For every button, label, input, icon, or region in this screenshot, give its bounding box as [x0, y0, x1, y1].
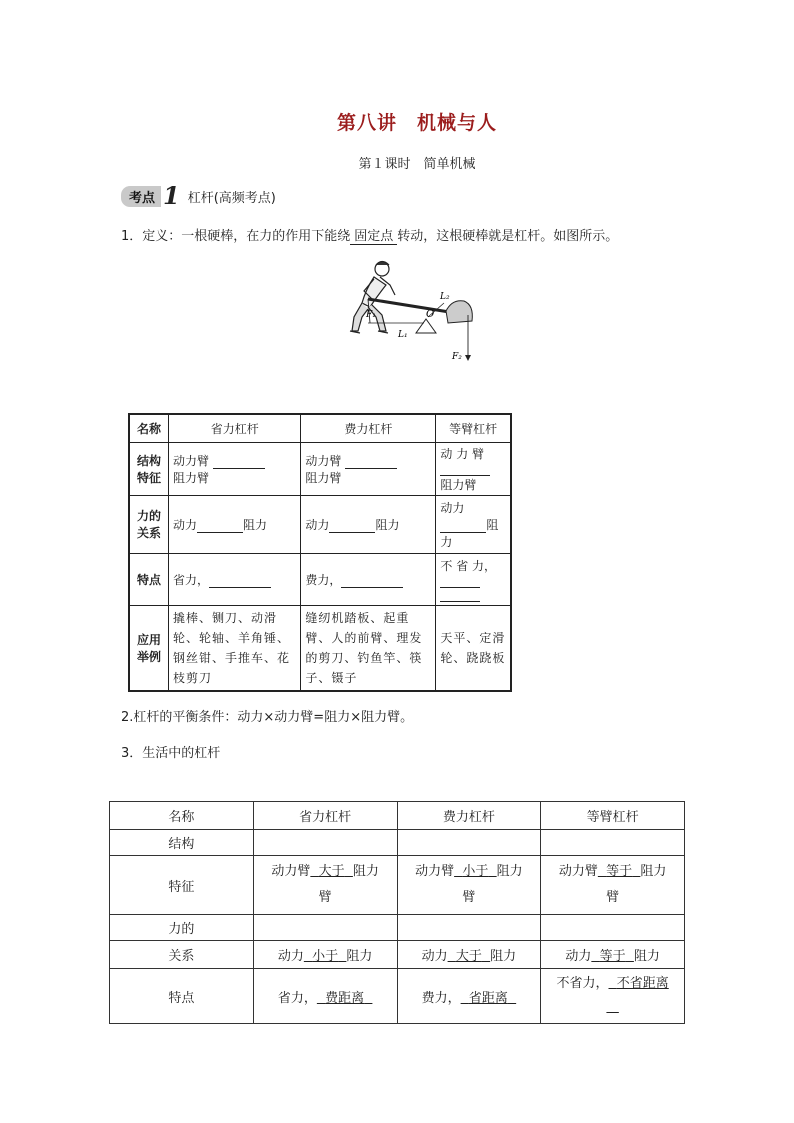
- cell-text: 大于: [455, 949, 482, 964]
- cell-text: 阻力: [496, 864, 523, 879]
- cell-text: 阻力: [352, 864, 379, 879]
- f2-arrow-head: [465, 355, 471, 361]
- table2-cell: [253, 969, 397, 1024]
- table1-cell: [301, 495, 436, 553]
- table1-row-structure: [129, 442, 511, 495]
- table2-empty-cell: [253, 915, 397, 941]
- table2-row-head: 结构: [110, 830, 254, 856]
- label-l1: L₁: [398, 330, 408, 340]
- table2-empty-cell: [541, 830, 685, 856]
- blank-line: [329, 520, 375, 533]
- table2-cell: [253, 941, 397, 969]
- table2-row-structure-a: [110, 830, 685, 856]
- table1-row-head: 结构特征: [129, 442, 169, 495]
- answer-text: [454, 864, 497, 879]
- table1-cell: [169, 442, 301, 495]
- table1-cell: [301, 553, 436, 605]
- blank-line: [440, 463, 490, 476]
- label-o: O: [426, 309, 435, 320]
- cell-text: 等于: [599, 949, 626, 964]
- cell-text: 动力: [565, 949, 592, 964]
- definition-blank: 固定点: [350, 225, 397, 245]
- cell-text: 动力臂: [305, 453, 342, 468]
- cell-text: 小于: [312, 949, 339, 964]
- label-f1: F₁: [366, 310, 376, 320]
- page-title: 第八讲 机械与人: [336, 112, 497, 134]
- cell-text: 阻力臂: [440, 477, 477, 492]
- table2-empty-cell: [541, 915, 685, 941]
- table2-header-row: [110, 802, 685, 830]
- table1-cell: [436, 553, 511, 605]
- table2-header-name: 名称: [110, 802, 254, 830]
- cell-text: 不 省 力，: [440, 558, 497, 573]
- cell-text: 阻力臂: [305, 470, 342, 485]
- lever-answer-table: [109, 801, 685, 1024]
- cell-text: 省力，: [277, 990, 317, 1006]
- fulcrum-shape: [416, 319, 436, 333]
- cell-text: 小于: [462, 864, 489, 879]
- table1-row-examples: [129, 605, 511, 691]
- cell-text: 臂: [606, 890, 620, 905]
- cell-text: 动力: [421, 949, 448, 964]
- table1-header-equal-arm: 等臂杠杆: [436, 414, 511, 442]
- table1-cell: 撬棒、铡刀、动滑轮、轮轴、羊角锤、钢丝钳、手推车、花枝剪刀: [169, 605, 301, 691]
- table2-cell: [541, 969, 685, 1024]
- table1-header-force-costing: 费力杠杆: [301, 414, 436, 442]
- blank-line: [345, 456, 397, 469]
- cell-text: 阻力: [346, 949, 373, 964]
- cell-text: 阻力: [243, 517, 268, 532]
- table1-cell: [301, 442, 436, 495]
- answer-text: [461, 991, 517, 1006]
- blank-line: [213, 456, 265, 469]
- blank-line: [440, 575, 480, 588]
- cell-text: 不省力，: [556, 976, 609, 991]
- table2-row-head: 特征: [110, 856, 254, 915]
- table2-cell: [541, 941, 685, 969]
- table1-row-force: [129, 495, 511, 553]
- table1-cell: 缝纫机踏板、起重臂、人的前臂、理发的剪刀、钓鱼竿、筷子、镊子: [301, 605, 436, 691]
- table2-cell: [397, 969, 541, 1024]
- table2-empty-cell: [397, 830, 541, 856]
- table2-row-force-a: [110, 915, 685, 941]
- table1-cell: [169, 553, 301, 605]
- table1-cell: [436, 442, 511, 495]
- cell-text: 阻力: [633, 949, 660, 964]
- table2-empty-cell: [253, 830, 397, 856]
- table1-row-head: 力的关系: [129, 495, 169, 553]
- blank-line: [341, 575, 403, 588]
- cell-text: 动力: [440, 500, 465, 515]
- cell-text: 阻力臂: [173, 470, 210, 485]
- table2-header-force-costing: 费力杠杆: [397, 802, 541, 830]
- table1-header-row: [129, 414, 511, 442]
- cell-text: 费距离: [325, 990, 365, 1006]
- balance-condition: 2.杠杆的平衡条件：动力×动力臂=阻力×阻力臂。: [121, 710, 414, 725]
- lever-figure: [340, 255, 490, 370]
- life-levers-heading: 3．生活中的杠杆: [121, 746, 221, 761]
- kaodian-text: 杠杆(高频考点): [187, 190, 276, 206]
- table1-row-head: 应用举例: [129, 605, 169, 691]
- answer-text: [591, 949, 634, 964]
- table1-row-head: 特点: [129, 553, 169, 605]
- table1-cell: [169, 495, 301, 553]
- cell-text: 动力: [277, 949, 304, 964]
- table2-cell: [253, 856, 397, 915]
- cell-text: 阻力: [490, 949, 517, 964]
- definition-suffix: 转动，这根硬棒就是杠杆。如图所示。: [397, 229, 619, 244]
- table2-row-feature: [110, 969, 685, 1024]
- lever-blank-table: [128, 413, 512, 692]
- table2-cell: [397, 941, 541, 969]
- table2-row-force-b: [110, 941, 685, 969]
- cell-text: 动力臂: [558, 864, 598, 879]
- table2-row-structure-b: [110, 856, 685, 915]
- definition-line: [121, 225, 618, 245]
- answer-tail: [606, 1000, 618, 1015]
- cell-text: 动力: [305, 517, 330, 532]
- blank-line: [197, 520, 243, 533]
- blank-line: [440, 589, 480, 602]
- table2-row-head: 关系: [110, 941, 254, 969]
- answer-text: [598, 864, 641, 879]
- answer-text: [304, 949, 347, 964]
- cell-text: 动力臂: [271, 864, 311, 879]
- cell-text: 费力，: [421, 990, 461, 1006]
- cell-text: 费力，: [305, 572, 342, 587]
- cell-text: 等于: [606, 864, 633, 879]
- cell-text: 阻力: [375, 517, 400, 532]
- blank-line: [440, 520, 486, 533]
- table2-cell: [397, 856, 541, 915]
- table1-cell: [436, 495, 511, 553]
- definition-prefix: 1．定义：一根硬棒，在力的作用下能绕: [121, 229, 351, 244]
- blank-line: [209, 575, 271, 588]
- cell-text: 动力臂: [415, 864, 455, 879]
- table2-row-head: 特点: [110, 969, 254, 1024]
- cell-text: 动力臂: [173, 453, 210, 468]
- table2-header-force-saving: 省力杠杆: [253, 802, 397, 830]
- cell-text: 阻力: [440, 517, 499, 549]
- label-f2: F₂: [452, 352, 462, 362]
- kaodian-header: [121, 181, 276, 210]
- cell-text: 省力，: [173, 572, 210, 587]
- page-subtitle: 第１课时 简单机械: [358, 157, 476, 172]
- label-l2: L₂: [440, 292, 450, 302]
- table1-header-name: 名称: [129, 414, 169, 442]
- cell-text: 省距离: [468, 990, 508, 1006]
- table2-header-equal-arm: 等臂杠杆: [541, 802, 685, 830]
- table2-row-head: 力的: [110, 915, 254, 941]
- cell-text: 动 力 臂: [440, 446, 485, 461]
- table1-cell: 天平、定滑轮、跷跷板: [436, 605, 511, 691]
- table1-row-feature: [129, 553, 511, 605]
- cell-text: 动力: [173, 517, 198, 532]
- cell-text: 不省距离: [616, 976, 669, 991]
- answer-text: [317, 991, 373, 1006]
- cell-text: 臂: [462, 890, 476, 905]
- table2-empty-cell: [397, 915, 541, 941]
- kaodian-number: 1: [163, 181, 180, 210]
- cell-text: 阻力: [640, 864, 667, 879]
- cell-text: 臂: [318, 890, 332, 905]
- kaodian-badge: 考点: [121, 186, 161, 207]
- table1-header-force-saving: 省力杠杆: [169, 414, 301, 442]
- worker-illustration: [350, 262, 395, 334]
- cell-text: 大于: [318, 864, 345, 879]
- table2-cell: [541, 856, 685, 915]
- answer-text: [310, 864, 353, 879]
- answer-text: [448, 949, 491, 964]
- answer-text: [608, 976, 668, 991]
